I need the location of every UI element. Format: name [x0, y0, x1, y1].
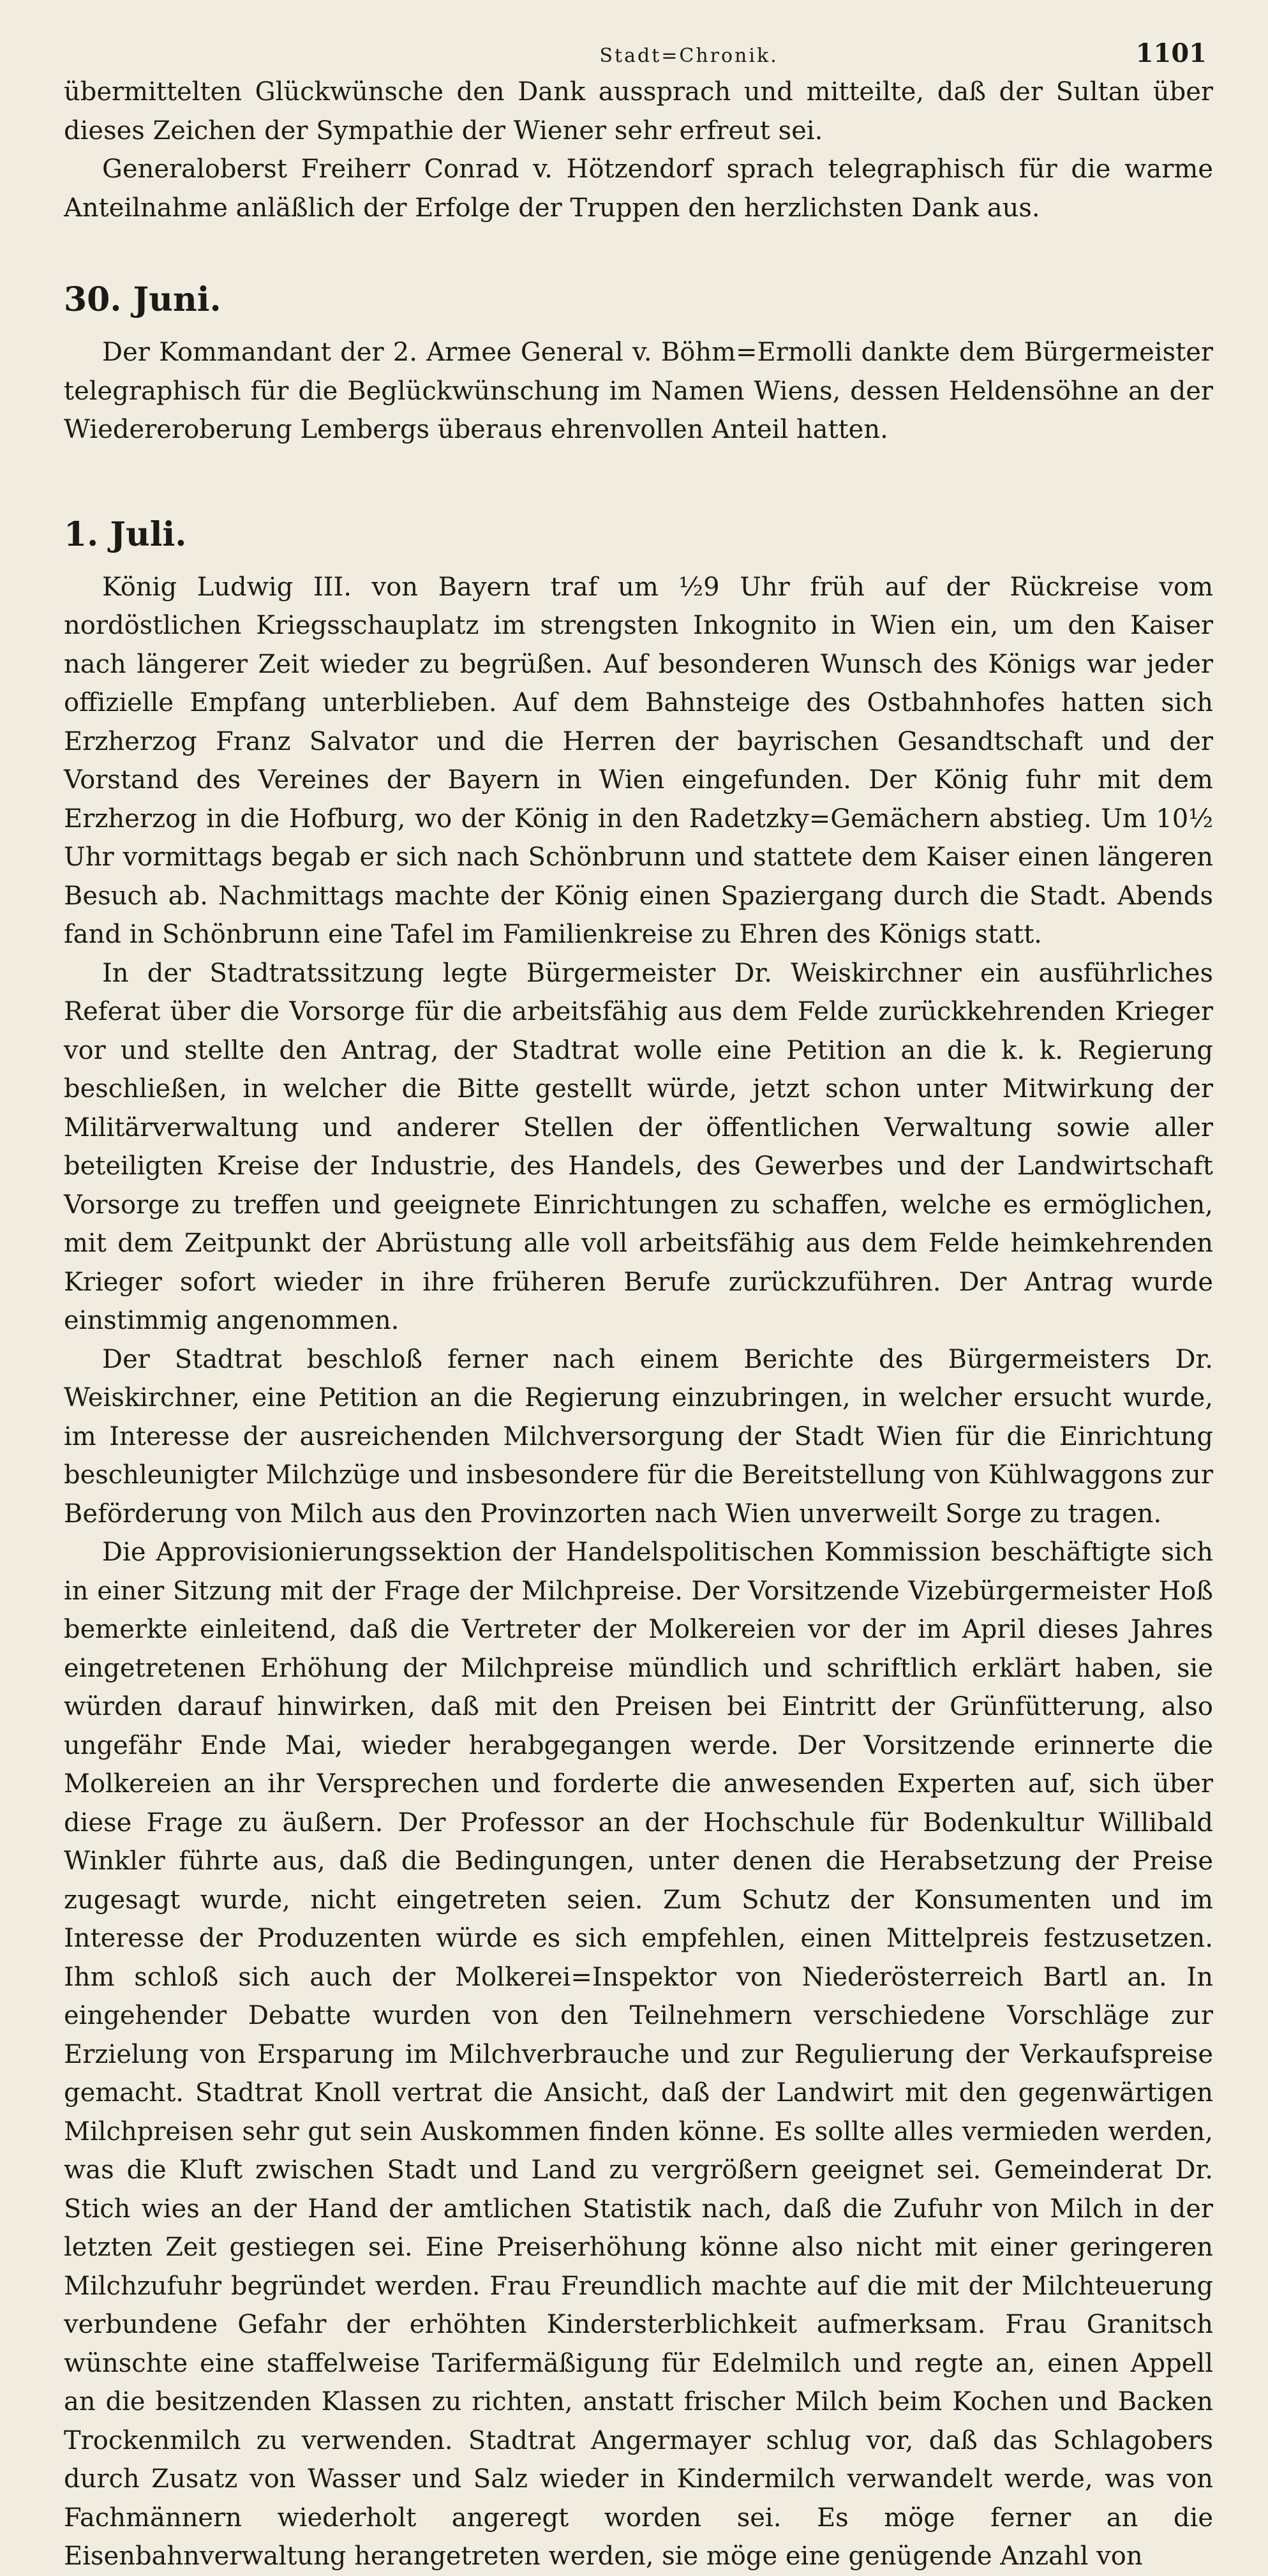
running-header — [64, 38, 1207, 73]
paragraph-boehm-ermolli: Der Kommandant der 2. Armee General v. Böhm=Ermolli dankte dem Bürgermeister telegraphisch für die Beglückwünschung im Namen Wiens, dessen Heldensöhne an der Wiedereroberung Lembergs überaus ehrenvollen Anteil hatten. — [64, 338, 1213, 444]
paragraph-stadtrat-krieger: In der Stadtratssitzung legte Bürgermeister Dr. Weiskirchner ein ausführliches Referat über die Vorsorge für die arbeitsfähig aus dem Felde zurückkehrenden Krieger vor und stellte den Antrag, der Stadtrat wolle eine Petition an die k. k. Regierung beschließen, in welcher die Bitte gestellt würde, jetzt schon unter Mitwirkung der Militärverwaltung und anderer Stellen der öffentlichen Verwaltung sowie aller beteiligten Kreise der Industrie, des Handels, des Gewerbes und der Landwirtschaft Vorsorge zu treffen und geeignete Einrichtungen zu schaffen, welche es ermöglichen, mit dem Zeitpunkt der Abrüstung alle voll arbeitsfähig aus dem Felde heimkehrenden Krieger sofort wieder in ihre früheren Berufe zurückzuführen. Der Antrag wurde einstimmig angenommen. — [64, 958, 1213, 1335]
paragraph-conrad-thanks: Generaloberst Freiherr Conrad v. Hötzendorf sprach telegraphisch für die warme Anteilnahme anläßlich der Erfolge der Truppen den herzlichsten Dank aus. — [64, 154, 1213, 223]
paragraph-milchzuege: Der Stadtrat beschloß ferner nach einem Berichte des Bürgermeisters Dr. Weiskirchner, eine Petition an die Regierung einzubringen, in welcher ersucht wurde, im Interesse der ausreichenden Milchversorgung der Stadt Wien für die Einrichtung beschleunigter Milchzüge und insbesondere für die Bereitstellung von Kühlwaggons zur Beförderung von Milch aus den Provinzorten nach Wien unverweilt Sorge zu tragen. — [64, 1344, 1213, 1529]
paragraph-king-ludwig: König Ludwig III. von Bayern traf um ½9 Uhr früh auf der Rückreise vom nordöstlichen Kriegsschauplatz im strengsten Inkognito in Wien ein, um den Kaiser nach längerer Zeit wieder zu begrüßen. Auf besonderen Wunsch des Königs war jeder offizielle Empfang unterblieben. Auf dem Bahnsteige des Ostbahnhofes hatten sich Erzherzog Franz Salvator und die Herren der bayrischen Gesandtschaft und der Vorstand des Vereines der Bayern in Wien eingefunden. Der König fuhr mit dem Erzherzog in die Hofburg, wo der König in den Radetzky=Gemächern abstieg. Um 10½ Uhr vormittags begab er sich nach Schönbrunn und stattete dem Kaiser einen längeren Besuch ab. Nachmittags machte der König einen Spaziergang durch die Stadt. Abends fand in Schönbrunn eine Tafel im Familienkreise zu Ehren des Königs statt. — [64, 572, 1213, 949]
page-number: 1101 — [1135, 38, 1207, 68]
paragraph-milchpreise: Die Approvisionierungssektion der Handelspolitischen Kommission beschäftigte sich in einer Sitzung mit der Frage der Milchpreise. Der Vorsitzende Vizebürgermeister Hoß bemerkte einleitend, daß die Vertreter der Molkereien vor der im April dieses Jahres eingetretenen Erhöhung der Milchpreise mündlich und schriftlich erklärt haben, sie würden darauf hinwirken, daß mit den Preisen bei Eintritt der Grünfütterung, also ungefähr Ende Mai, wieder herabgegangen werde. Der Vorsitzende erinnerte die Molkereien an ihr Versprechen und forderte die anwesenden Experten auf, sich über diese Frage zu äußern. Der Professor an der Hochschule für Bodenkultur Willibald Winkler führte aus, daß die Bedingungen, unter denen die Herabsetzung der Preise zugesagt wurde, nicht eingetreten seien. Zum Schutz der Konsumenten und im Interesse der Produzenten würde es sich empfehlen, einen Mittelpreis festzusetzen. Ihm schloß sich auch der Molkerei=Inspektor von Niederösterreich Bartl an. In eingehender Debatte wurden von den Teilnehmern verschiedene Vorschläge zur Erzielung von Ersparung im Milchverbrauche und zur Regulierung der Verkaufspreise gemacht. Stadtrat Knoll vertrat die Ansicht, daß der Landwirt mit den gegenwärtigen Milchpreisen sehr gut sein Auskommen finden könne. Es sollte alles vermieden werden, was die Kluft zwischen Stadt und Land zu vergrößern geeignet sei. Gemeinderat Dr. Stich wies an der Hand der amtlichen Statistik nach, daß die Zufuhr von Milch in der letzten Zeit gestiegen sei. Eine Preiserhöhung könne also nicht mit einer geringeren Milchzufuhr begründet werden. Frau Freundlich machte auf die mit der Milchteuerung verbundene Gefahr der erhöhten Kindersterblichkeit aufmerksam. Frau Granitsch wünschte eine staffelweise Tarifermäßigung für Edelmilch und regte an, einen Appell an die besitzenden Klassen zu richten, anstatt frischer Milch beim Kochen und Backen Trockenmilch zu verwenden. Stadtrat Angermayer schlug vor, daß das Schlagobers durch Zusatz von Wasser und Salz wieder in Kindermilch verwandelt werde, was von Fachmännern wiederholt angeregt worden sei. Es möge ferner an die Eisenbahnverwaltung herangetreten werden, sie möge eine genügende Anzahl von — [64, 1538, 1213, 2571]
date-heading-july-1: 1. Juli. — [64, 514, 187, 554]
running-title: Stadt=Chronik. — [599, 45, 779, 67]
date-heading-june-30: 30. Juni. — [64, 280, 221, 319]
paragraph-sultan-thanks: übermittelten Glückwünsche den Dank aussprach und mitteilte, daß der Sultan über dieses Zeichen der Sympathie der Wiener sehr erfreut sei. — [64, 77, 1213, 146]
